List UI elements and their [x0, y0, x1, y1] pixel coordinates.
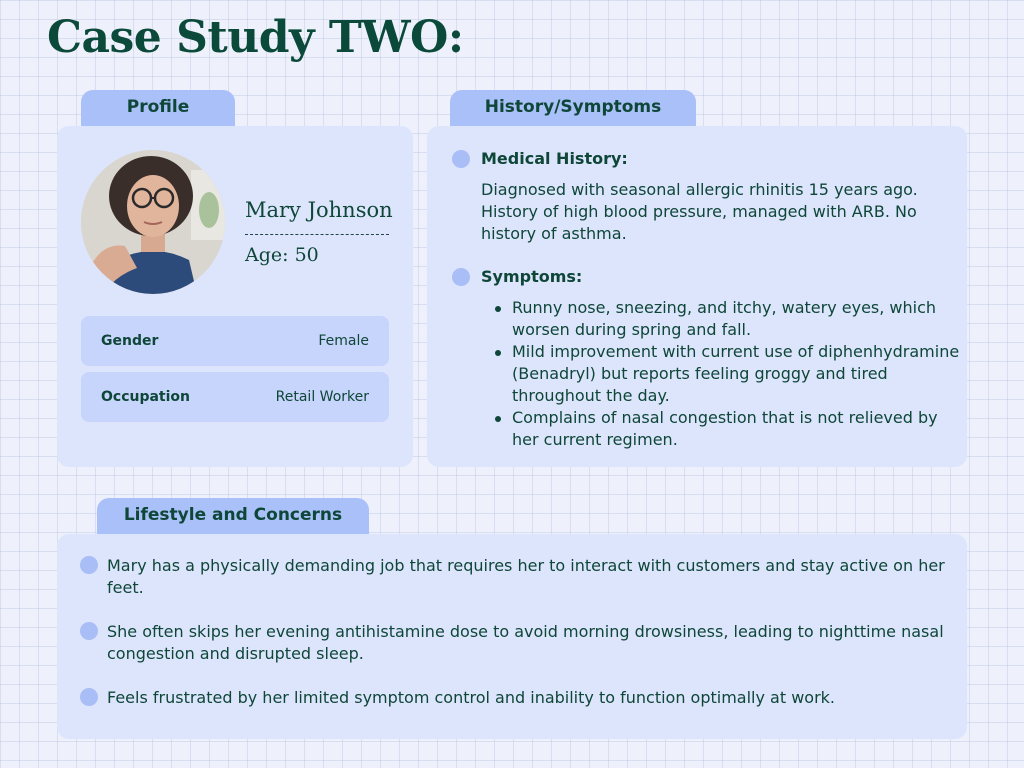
symptoms-bullet-icon: [452, 268, 470, 286]
occupation-row: [81, 372, 389, 422]
gender-row: [81, 316, 389, 366]
medical-history-text: Diagnosed with seasonal allergic rhinitis 15 years ago. History of high blood pressure, managed with ARB. No history of asthma.: [481, 180, 918, 243]
lifestyle-item: Mary has a physically demanding job that requires her to interact with customers and stay active on her feet.: [107, 556, 945, 597]
gender-label: Gender: [101, 333, 159, 349]
occupation-value: Retail Worker: [275, 389, 369, 405]
lifestyle-item: She often skips her evening antihistamine dose to avoid morning drowsiness, leading to nighttime nasal congestion and disrupted sleep.: [107, 622, 944, 663]
lifestyle-bullet-icon: [80, 688, 98, 706]
avatar: [81, 150, 225, 294]
lifestyle-bullet-icon: [80, 556, 98, 574]
symptom-item: Runny nose, sneezing, and itchy, watery eyes, which worsen during spring and fall.: [512, 297, 962, 341]
tab-profile: Profile: [81, 90, 235, 128]
name-divider: [245, 234, 389, 235]
profile-photo: [81, 150, 225, 294]
gender-value: Female: [318, 333, 369, 349]
symptoms-heading: Symptoms:: [481, 267, 583, 286]
lifestyle-bullet-icon: [80, 622, 98, 640]
tab-history-symptoms: History/Symptoms: [450, 90, 696, 128]
occupation-label: Occupation: [101, 389, 191, 405]
profile-name: Mary Johnson: [245, 198, 393, 222]
tab-lifestyle-concerns: Lifestyle and Concerns: [97, 498, 369, 536]
profile-age: Age: 50: [245, 244, 319, 266]
symptoms-list: [512, 297, 962, 451]
symptom-item: Mild improvement with current use of diphenhydramine (Benadryl) but reports feeling groggy and tired throughout the day.: [512, 341, 962, 407]
page-title: Case Study TWO:: [47, 12, 464, 63]
medical-history-heading: Medical History:: [481, 149, 628, 168]
symptom-item: Complains of nasal congestion that is not relieved by her current regimen.: [512, 407, 962, 451]
lifestyle-item: Feels frustrated by her limited symptom control and inability to function optimally at work.: [107, 688, 836, 707]
medical-history-bullet-icon: [452, 150, 470, 168]
